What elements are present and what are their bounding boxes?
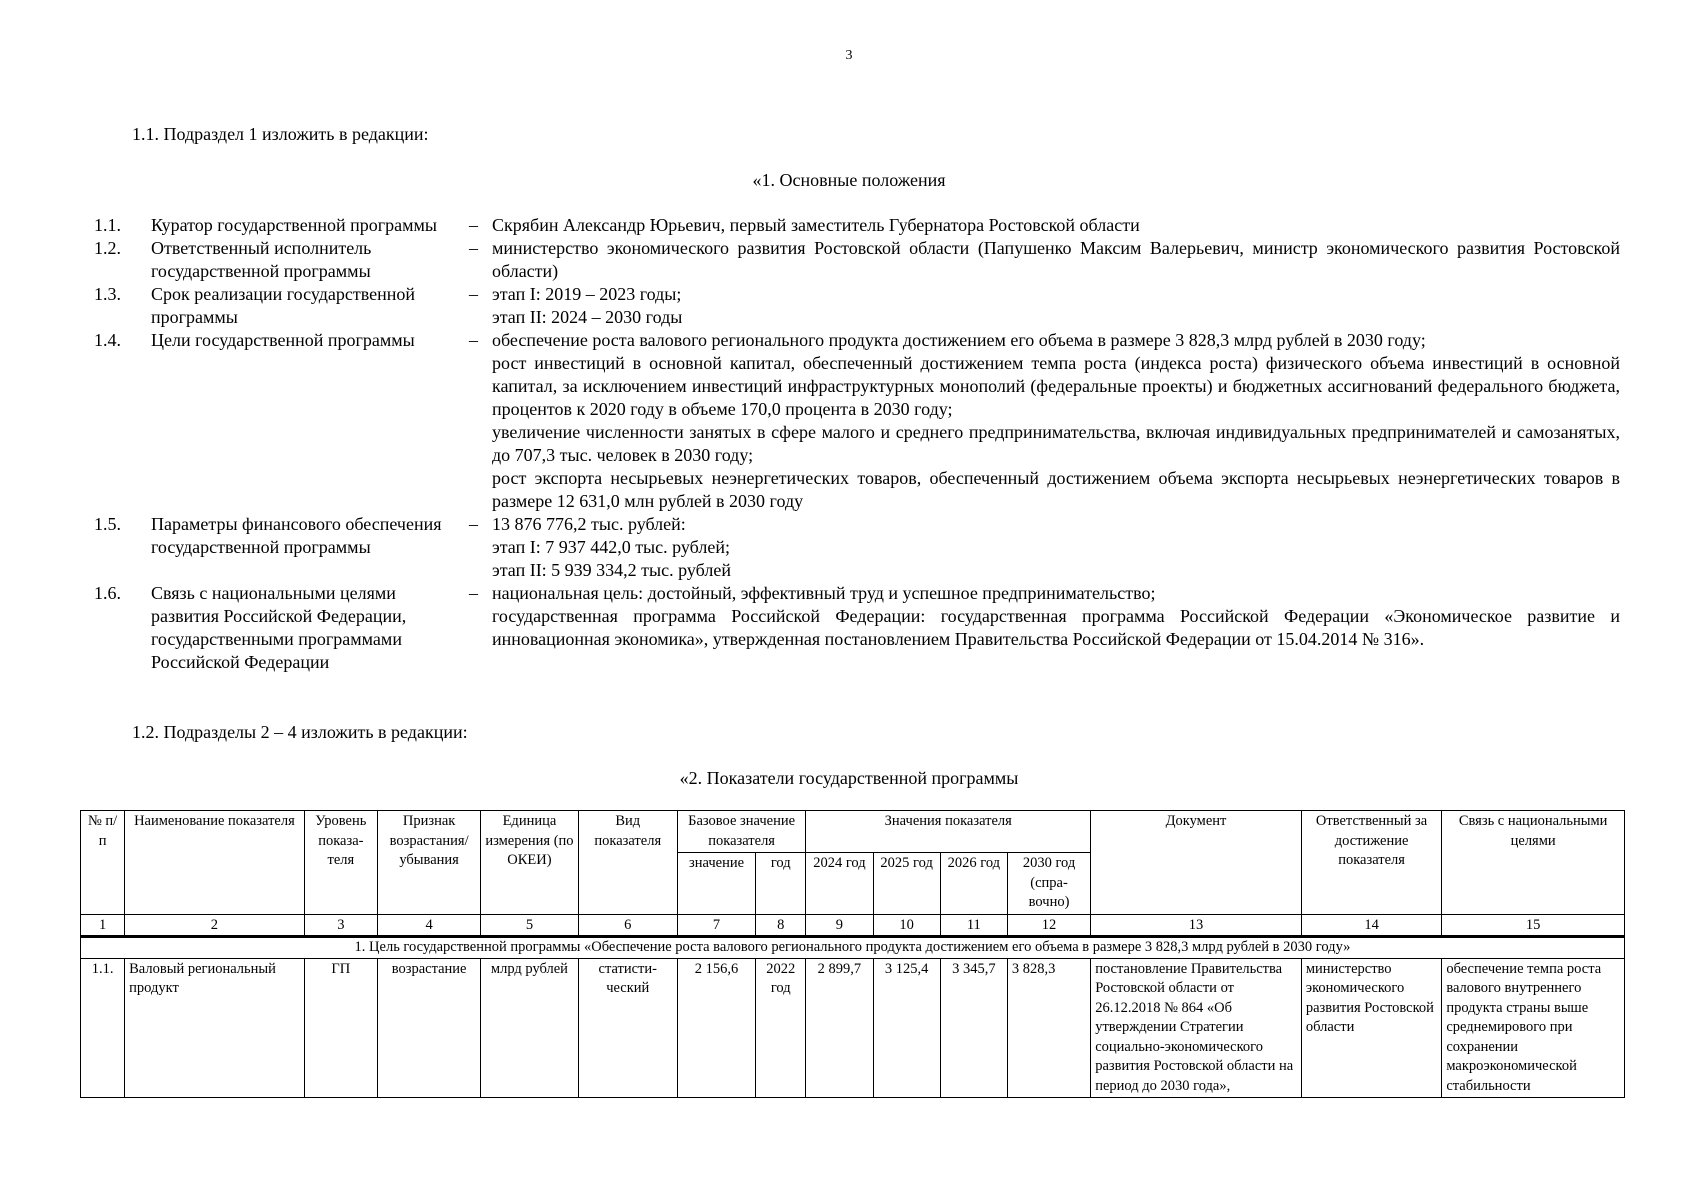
header-level: Уровень показа-теля bbox=[304, 811, 377, 915]
column-number: 8 bbox=[756, 914, 806, 937]
passport-value-line: этап I: 2019 – 2023 годы; bbox=[492, 284, 682, 304]
passport-value-line: министерство экономического развития Ростовской области (Папушенко Максим Валерьевич, министр экономического развития Ростовской области) bbox=[492, 238, 1620, 281]
column-number: 7 bbox=[677, 914, 755, 937]
passport-item-dash: – bbox=[469, 215, 478, 235]
passport-item-label: Цели государственной программы bbox=[151, 330, 415, 350]
column-number: 11 bbox=[940, 914, 1007, 937]
column-number: 2 bbox=[125, 914, 305, 937]
column-number: 6 bbox=[578, 914, 677, 937]
header-year-2030: 2030 год (спра-вочно) bbox=[1007, 853, 1090, 915]
passport-item-dash: – bbox=[469, 514, 478, 534]
table-row bbox=[81, 958, 1625, 1098]
passport-item-number: 1.1. bbox=[94, 215, 121, 235]
passport-item-number: 1.3. bbox=[94, 284, 121, 304]
column-number-row bbox=[81, 914, 1625, 937]
program-passport-table bbox=[94, 214, 1620, 674]
cell-kind: статисти-ческий bbox=[578, 958, 677, 1098]
passport-row bbox=[94, 214, 1620, 237]
passport-value-line: 13 876 776,2 тыс. рублей: bbox=[492, 514, 686, 534]
passport-item-label: Срок реализации государственной программы bbox=[151, 284, 416, 327]
goal-row-text: 1. Цель государственной программы «Обеспечение роста валового регионального продукта достижением его объема в размере 3 828,3 млрд рублей в 2030 году» bbox=[81, 937, 1625, 959]
column-number: 9 bbox=[806, 914, 873, 937]
passport-item-number: 1.4. bbox=[94, 330, 121, 350]
header-kind: Вид показателя bbox=[578, 811, 677, 915]
cell-base-value: 2 156,6 bbox=[677, 958, 755, 1098]
passport-value-line: этап II: 5 939 334,2 тыс. рублей bbox=[492, 560, 731, 580]
passport-item-label: Связь с национальными целями развития Российской Федерации, государственными программами Российской Федерации bbox=[151, 583, 407, 672]
passport-value-line: рост экспорта несырьевых неэнергетических товаров, обеспеченный достижением объема экспорта несырьевых неэнергетических товаров в размере 12 631,0 млн рублей в 2030 году bbox=[492, 468, 1620, 511]
header-trend: Признак возрастания/ убывания bbox=[377, 811, 480, 915]
column-number: 12 bbox=[1007, 914, 1090, 937]
column-number: 1 bbox=[81, 914, 125, 937]
passport-item-number: 1.5. bbox=[94, 514, 121, 534]
column-number: 10 bbox=[873, 914, 940, 937]
passport-item-number: 1.2. bbox=[94, 238, 121, 258]
cell-value-2025: 3 125,4 bbox=[873, 958, 940, 1098]
cell-responsible: министерство экономического развития Ростовской области bbox=[1301, 958, 1441, 1098]
cell-indicator-name: Валовый региональный продукт bbox=[125, 958, 305, 1098]
passport-item-value bbox=[492, 582, 1620, 674]
column-number: 3 bbox=[304, 914, 377, 937]
passport-item-value bbox=[492, 513, 1620, 582]
column-number: 14 bbox=[1301, 914, 1441, 937]
amendment-heading-2: 1.2. Подразделы 2 – 4 изложить в редакции: bbox=[132, 722, 468, 742]
column-number: 13 bbox=[1091, 914, 1302, 937]
passport-row bbox=[94, 237, 1620, 283]
column-number: 15 bbox=[1442, 914, 1625, 937]
cell-value-2024: 2 899,7 bbox=[806, 958, 873, 1098]
passport-item-value bbox=[492, 283, 1620, 329]
passport-item-dash: – bbox=[469, 284, 478, 304]
passport-value-line: увеличение численности занятых в сфере малого и среднего предпринимательства, включая индивидуальных предпринимателей и самозанятых, до 707,3 тыс. человек в 2030 году; bbox=[492, 422, 1620, 465]
passport-item-value bbox=[492, 237, 1620, 283]
header-base-value: Базовое значение показателя bbox=[677, 811, 805, 853]
cell-value-2026: 3 345,7 bbox=[940, 958, 1007, 1098]
header-year-2026: 2026 год bbox=[940, 853, 1007, 915]
passport-value-line: Скрябин Александр Юрьевич, первый заместитель Губернатора Ростовской области bbox=[492, 215, 1140, 235]
passport-value-line: этап I: 7 937 442,0 тыс. рублей; bbox=[492, 537, 730, 557]
passport-row bbox=[94, 329, 1620, 513]
cell-num: 1.1. bbox=[81, 958, 125, 1098]
passport-item-dash: – bbox=[469, 238, 478, 258]
passport-item-label: Куратор государственной программы bbox=[151, 215, 437, 235]
header-document: Документ bbox=[1091, 811, 1302, 915]
page-number: 3 bbox=[845, 48, 853, 63]
header-unit: Единица измерения (по ОКЕИ) bbox=[481, 811, 578, 915]
cell-base-year: 2022 год bbox=[756, 958, 806, 1098]
passport-value-line: государственная программа Российской Федерации: государственная программа Российской Федерации «Экономическое развитие и инновационная экономика», утвержденная постановлением Правительства Российской Федерации от 15.04.2014 № 316». bbox=[492, 606, 1620, 649]
cell-level: ГП bbox=[304, 958, 377, 1098]
cell-value-2030: 3 828,3 bbox=[1007, 958, 1090, 1098]
passport-value-line: обеспечение роста валового регионального продукта достижением его объема в размере 3 828,3 млрд рублей в 2030 году; bbox=[492, 330, 1426, 350]
cell-trend: возрастание bbox=[377, 958, 480, 1098]
passport-value-line: национальная цель: достойный, эффективный труд и успешное предпринимательство; bbox=[492, 583, 1156, 603]
amendment-heading-1: 1.1. Подраздел 1 изложить в редакции: bbox=[132, 124, 429, 144]
passport-item-value bbox=[492, 329, 1620, 513]
passport-value-line: рост инвестиций в основной капитал, обеспеченный достижением темпа роста (индекса роста) физического объема инвестиций в основной капитал, за исключением инвестиций инфраструктурных монополий (федеральные проекты) и бюджетных ассигнований федерального бюджета, процентов к 2020 году в объеме 170,0 процента в 2030 году; bbox=[492, 353, 1620, 419]
passport-row bbox=[94, 513, 1620, 582]
passport-item-label: Параметры финансового обеспечения государственной программы bbox=[151, 514, 442, 557]
passport-value-line: этап II: 2024 – 2030 годы bbox=[492, 307, 683, 327]
indicators-table bbox=[80, 810, 1625, 1098]
header-values: Значения показателя bbox=[806, 811, 1091, 853]
header-base-value-value: значение bbox=[677, 853, 755, 915]
cell-link: обеспечение темпа роста валового внутреннего продукта страны выше среднемирового при сохранении макроэкономической стабильности bbox=[1442, 958, 1625, 1098]
passport-item-number: 1.6. bbox=[94, 583, 121, 603]
cell-document: постановление Правительства Ростовской области от 26.12.2018 № 864 «Об утверждении Стратегии социально-экономического развития Ростовской области на период до 2030 года», bbox=[1091, 958, 1302, 1098]
header-link: Связь с национальными целями bbox=[1442, 811, 1625, 915]
goal-row bbox=[81, 937, 1625, 959]
section-2-title: «2. Показатели государственной программы bbox=[679, 768, 1019, 788]
header-indicator-name: Наименование показателя bbox=[125, 811, 305, 915]
cell-unit: млрд рублей bbox=[481, 958, 578, 1098]
passport-row bbox=[94, 582, 1620, 674]
column-number: 5 bbox=[481, 914, 578, 937]
passport-item-value bbox=[492, 214, 1620, 237]
header-num: № п/п bbox=[81, 811, 125, 915]
section-1-title: «1. Основные положения bbox=[752, 170, 946, 190]
passport-item-dash: – bbox=[469, 330, 478, 350]
header-year-2025: 2025 год bbox=[873, 853, 940, 915]
header-base-value-year: год bbox=[756, 853, 806, 915]
header-year-2024: 2024 год bbox=[806, 853, 873, 915]
column-number: 4 bbox=[377, 914, 480, 937]
passport-item-label: Ответственный исполнитель государственной программы bbox=[151, 238, 372, 281]
passport-row bbox=[94, 283, 1620, 329]
passport-item-dash: – bbox=[469, 583, 478, 603]
header-responsible: Ответственный за достижение показателя bbox=[1301, 811, 1441, 915]
